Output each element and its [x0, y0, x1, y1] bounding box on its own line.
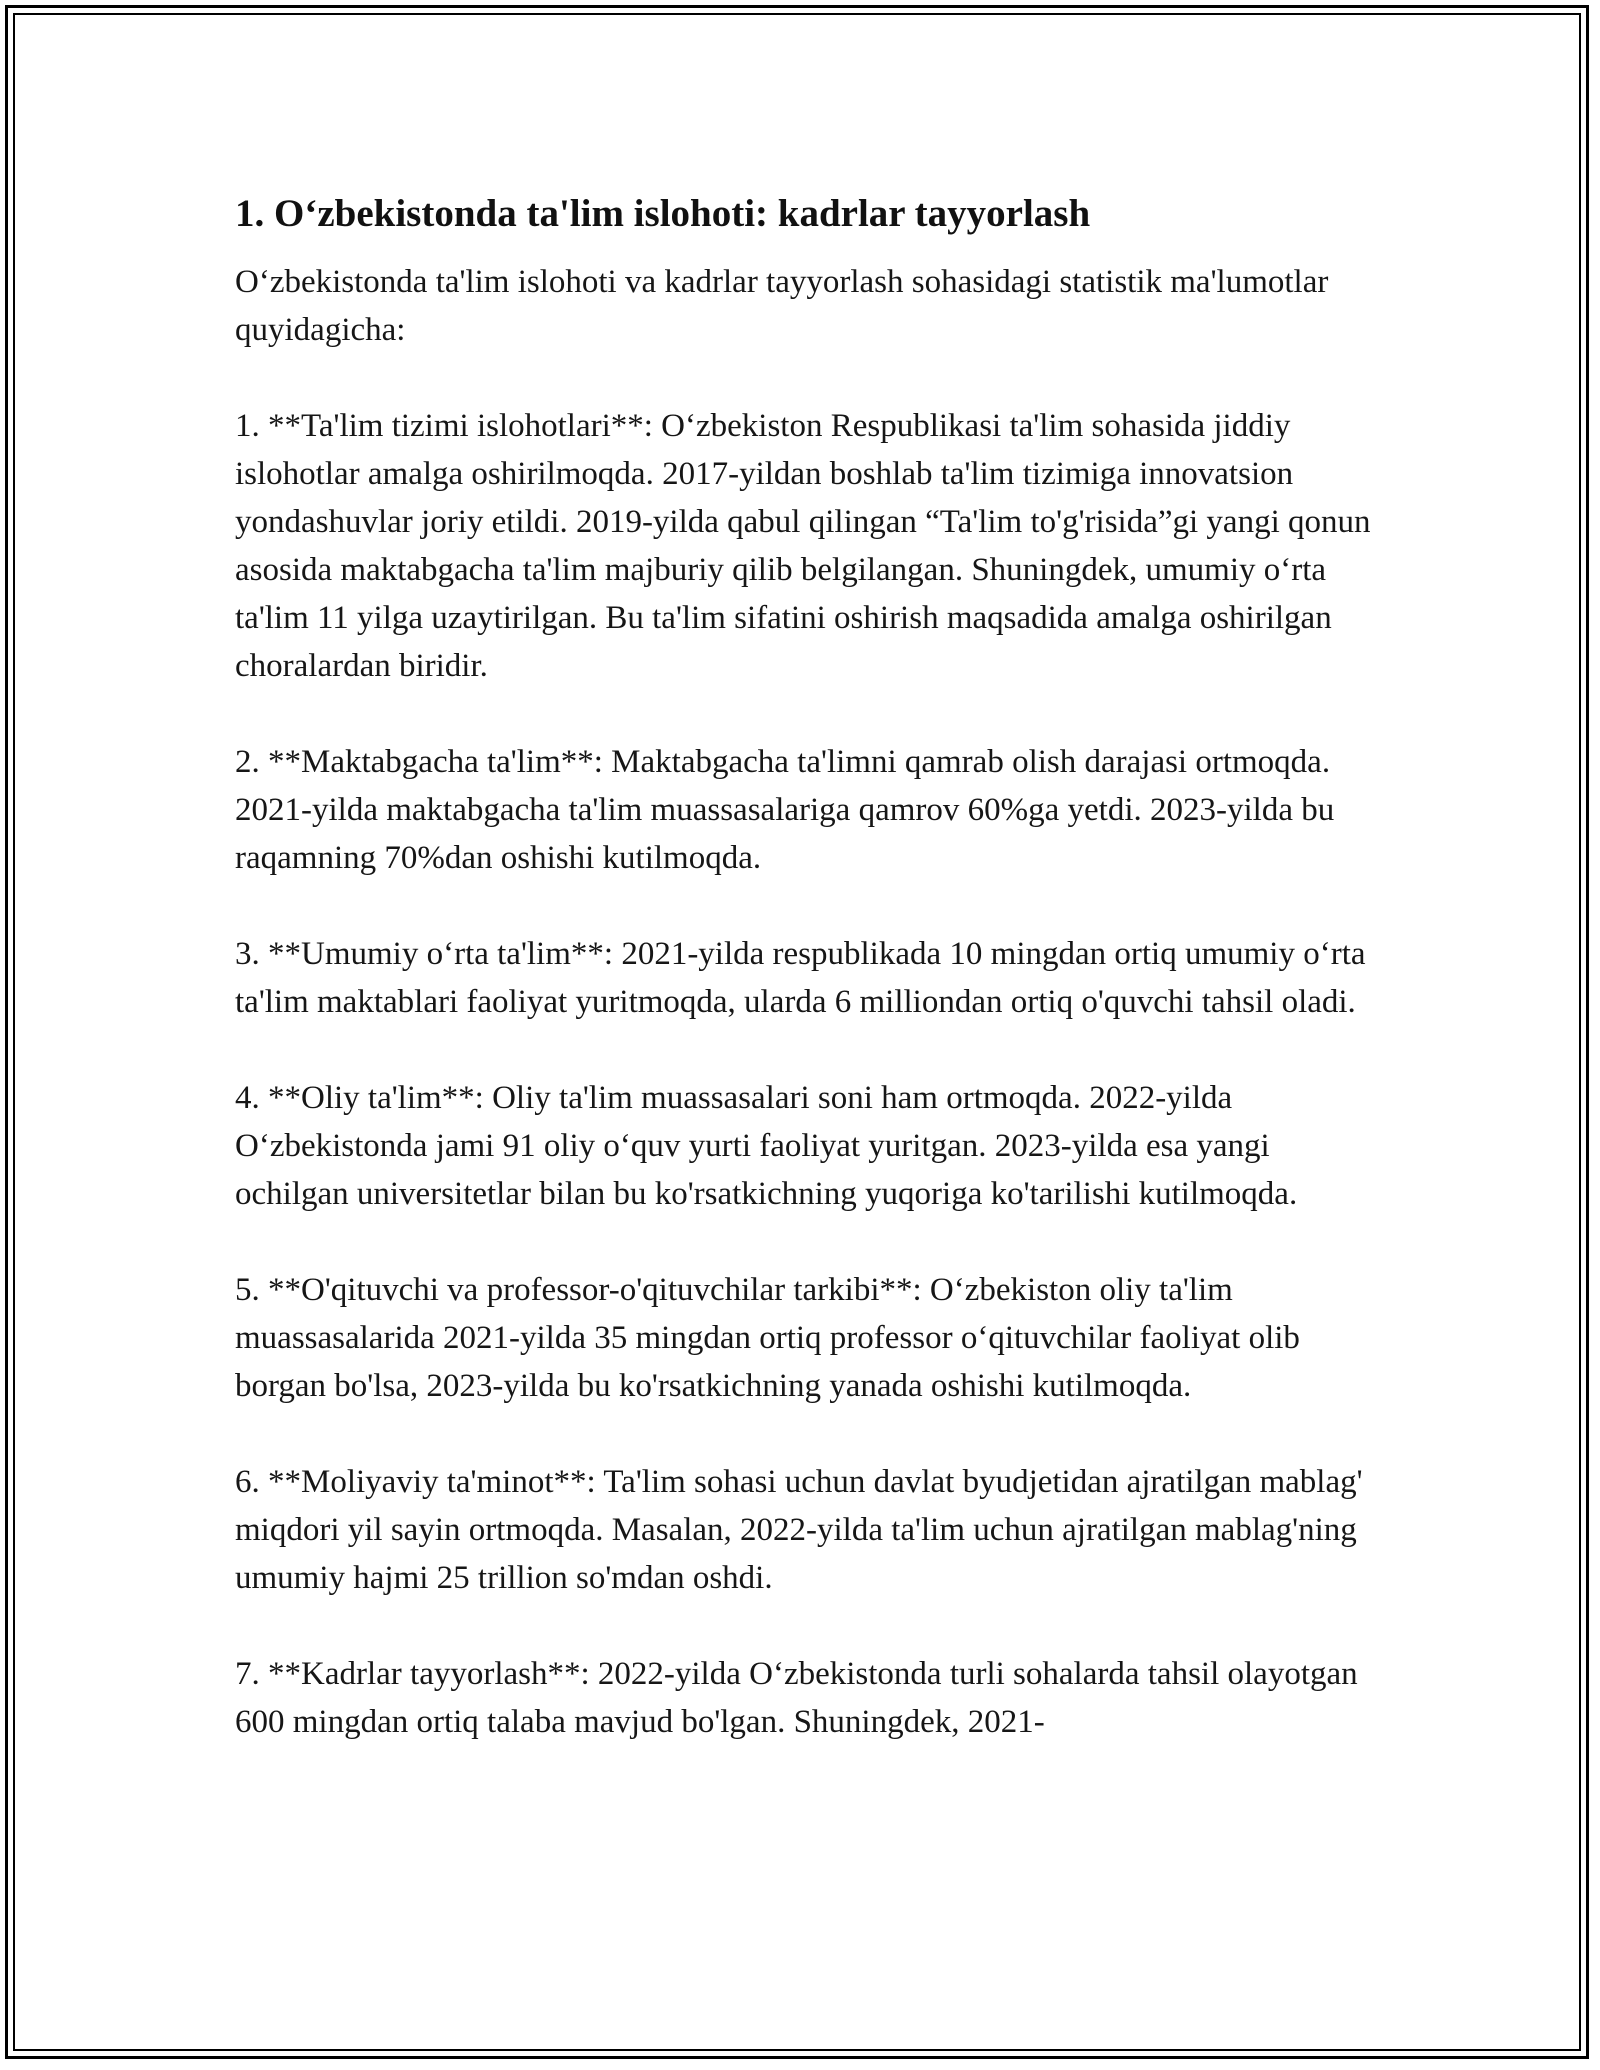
section-teaching-staff: 5. **O'qituvchi va professor-o'qituvchilar tarkibi**: O‘zbekiston oliy ta'lim muassasalarida 2021-yilda 35 mingdan ortiq professor o‘qituvchilar faoliyat olib borgan bo'lsa, 2023-yilda bu ko'rsatkichning yanada oshishi kutilmoqda. — [235, 1272, 1300, 1404]
section-reforms: 1. **Ta'lim tizimi islohotlari**: O‘zbekiston Respublikasi ta'lim sohasida jiddiy islohotlar amalga oshirilmoqda. 2017-yildan boshlab ta'lim tizimiga innovatsion yondashuvlar joriy etildi. 2019-yilda qabul qilingan “Ta'lim to'g'risida”gi yangi qonun asosida maktabgacha ta'lim majburiy qilib belgilangan. Shuningdek, umumiy o‘rta ta'lim 11 yilga uzaytirilgan. Bu ta'lim sifatini oshirish maqsadida amalga oshirilgan choralardan biridir. — [235, 408, 1371, 684]
document-body — [235, 188, 1375, 1794]
section-personnel-training: 7. **Kadrlar tayyorlash**: 2022-yilda O‘zbekistonda turli sohalarda tahsil olayotgan 600 mingdan ortiq talaba mavjud bo'lgan. Shuningdek, 2021- — [235, 1656, 1358, 1740]
section-secondary: 3. **Umumiy o‘rta ta'lim**: 2021-yilda respublikada 10 mingdan ortiq umumiy o‘rta ta'lim maktablari faoliyat yuritmoqda, ularda 6 milliondan ortiq o'quvchi tahsil oladi. — [235, 936, 1366, 1020]
section-higher-education: 4. **Oliy ta'lim**: Oliy ta'lim muassasalari soni ham ortmoqda. 2022-yilda O‘zbekistonda jami 91 oliy o‘quv yurti faoliyat yuritgan. 2023-yilda esa yangi ochilgan universitetlar bilan bu ko'rsatkichning yuqoriga ko'tarilishi kutilmoqda. — [235, 1080, 1298, 1212]
section-financing: 6. **Moliyaviy ta'minot**: Ta'lim sohasi uchun davlat byudjetidan ajratilgan mablag' miqdori yil sayin ortmoqda. Masalan, 2022-yilda ta'lim uchun ajratilgan mablag'ning umumiy hajmi 25 trillion so'mdan oshdi. — [235, 1464, 1363, 1596]
intro-paragraph: O‘zbekistonda ta'lim islohoti va kadrlar tayyorlash sohasidagi statistik ma'lumotlar quyidagicha: — [235, 264, 1329, 348]
section-preschool: 2. **Maktabgacha ta'lim**: Maktabgacha ta'limni qamrab olish darajasi ortmoqda. 2021-yilda maktabgacha ta'lim muassasalariga qamrov 60%ga yetdi. 2023-yilda bu raqamning 70%dan oshishi kutilmoqda. — [235, 744, 1335, 876]
document-title: 1. O‘zbekistonda ta'lim islohoti: kadrlar tayyorlash — [235, 192, 1091, 235]
